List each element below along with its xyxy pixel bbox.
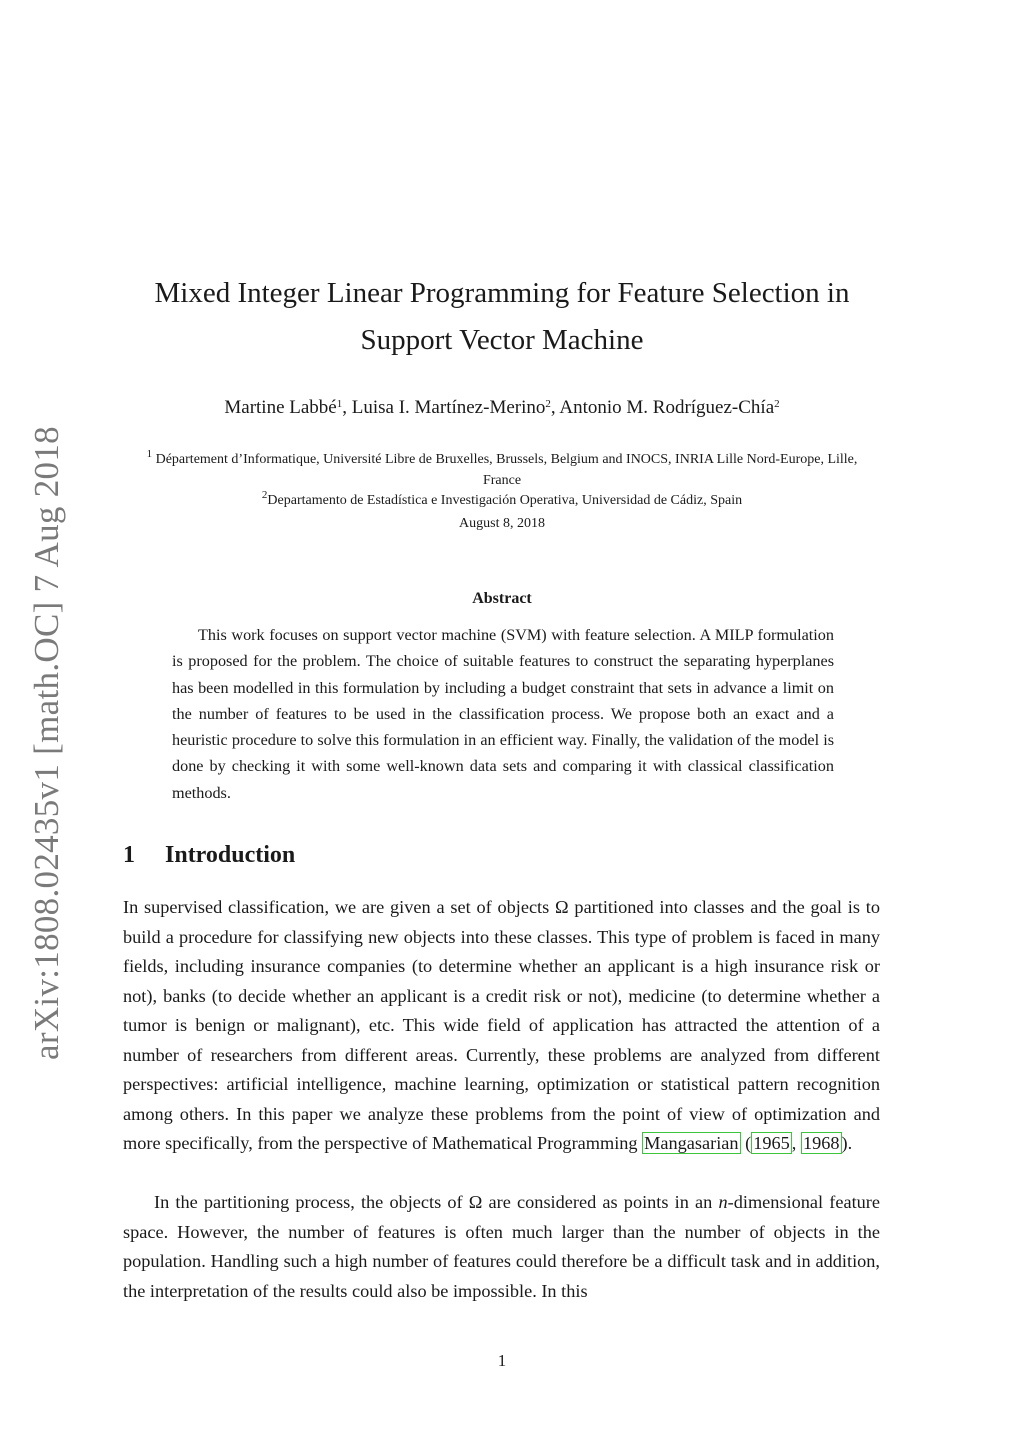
author-name: Antonio M. Rodríguez-Chía [559,397,775,418]
arxiv-identifier-stamp: arXiv:1808.02435v1 [math.OC] 7 Aug 2018 [27,426,66,1060]
affiliation-2-number: 2 [261,489,268,501]
abstract-heading: Abstract [472,590,532,607]
citation-link-mangasarian[interactable]: Mangasarian [644,1133,739,1153]
citation-open: ( [740,1133,752,1153]
citation-separator: , [791,1133,801,1153]
page-number: 1 [497,1351,507,1370]
author-separator: , [342,397,352,418]
abstract-text: This work focuses on support vector machine (SVM) with feature selection. A MILP formulation is proposed for the problem. The choice of suitable features to construct the separating hyperplanes has been modelled in this formulation by including a budget constraint that sets in advance a limit on the number of features to be used in the classification process. We propose both an exact and a heuristic procedure to solve this formulation in an efficient way. Finally, the validation of the model is done by checking it with some well-known data sets and comparing it with classical classification methods. [172,626,834,802]
title-line-1: Mixed Integer Linear Programming for Feature Selection in [154,277,850,309]
author-affiliation-marker: 2 [545,398,551,410]
publication-date: August 8, 2018 [459,516,545,531]
author-name: Martine Labbé [224,397,337,418]
title-line-2: Support Vector Machine [360,324,644,356]
author-list [120,397,884,419]
section-heading-introduction [123,842,295,869]
section-number: 1 [123,842,135,868]
paper-title [120,270,884,364]
affiliation-2 [140,485,864,511]
affiliation-1-text: Département d’Informatique, Université Libre de Bruxelles, Brussels, Belgium and INOCS, INRIA Lille Nord-Europe, Lille, France [152,452,858,488]
affiliation-1-number: 1 [146,448,153,460]
citation-link-1968[interactable]: 1968 [802,1133,840,1153]
paragraph-2-text-after: -dimensional feature space. However, the number of features is often much larger than the number of objects in the population. Handling such a high number of features could therefore be a difficult task and in addition, the interpretation of the results could also be impossible. In this [123,1192,880,1301]
affiliation-1 [140,444,864,491]
intro-paragraph-1 [123,893,880,1159]
affiliation-2-text: Departamento de Estadística e Investigación Operativa, Universidad de Cádiz, Spain [267,493,743,508]
author-affiliation-marker: 1 [336,398,343,410]
paragraph-1-text: In supervised classification, we are given a set of objects Ω partitioned into classes and the goal is to build a procedure for classifying new objects into these classes. This type of problem is faced in many fields, including insurance companies (to determine whether an applicant is a high insurance risk or not), banks (to decide whether an applicant is a credit risk or not), medicine (to determine whether a tumor is benign or malignant), etc. This wide field of application has attracted the attention of a number of researchers from different areas. Currently, these problems are analyzed from different perspectives: artificial intelligence, machine learning, optimization or statistical pattern recognition among others. In this paper we analyze these problems from the point of view of optimization and more specifically, from the perspective of Mathematical Programming [123,897,880,1153]
author-separator: , [550,397,560,418]
author-affiliation-marker: 2 [774,398,780,410]
citation-close: ). [841,1133,853,1153]
section-title: Introduction [165,842,296,868]
paragraph-2-text-before: In the partitioning process, the objects of Ω are considered as points in an [154,1192,719,1212]
paragraph-2-italic-n: n [718,1192,728,1212]
author-name: Luisa I. Martínez-Merino [351,397,546,418]
intro-paragraph-2 [123,1188,880,1306]
citation-link-1965[interactable]: 1965 [753,1133,790,1153]
